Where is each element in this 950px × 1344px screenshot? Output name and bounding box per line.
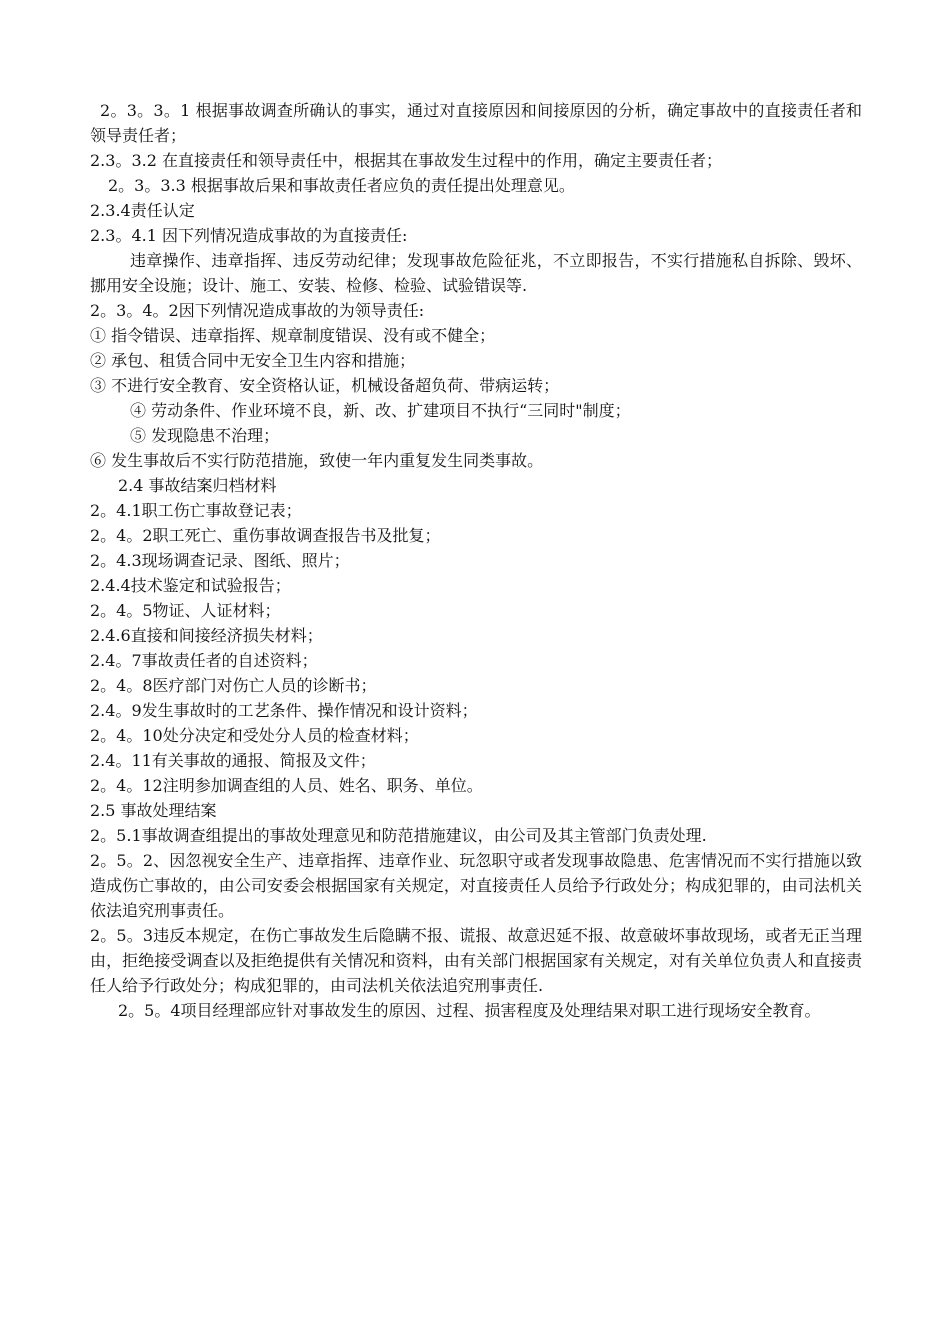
paragraph-2-4-1: 2。4.1职工伤亡事故登记表； — [90, 501, 302, 520]
paragraph-2-4-2: 2。4。2职工死亡、重伤事故调查报告书及批复； — [90, 526, 441, 545]
list-item-5: ⑤ 发现隐患不治理； — [130, 426, 280, 445]
paragraph-2-5-4: 2。5。4项目经理部应针对事故发生的原因、过程、损害程度及处理结果对职工进行现场安全教育。 — [118, 1001, 821, 1020]
paragraph-2-4-7: 2.4。7事故责任者的自述资料； — [90, 651, 318, 670]
paragraph-2-5-3: 2。5。3违反本规定，在伤亡事故发生后隐瞒不报、谎报、故意迟延不报、故意破坏事故现场，或者无正当理由，拒绝接受调查以及拒绝提供有关情况和资料，由有关部门根据国家有关规定，对有关单位负责人和直接责任人给予行政处分；构成犯罪的，由司法机关依法追究刑事责任. — [90, 926, 862, 995]
paragraph-2-3-4-1: 2.3。4.1 因下列情况造成事故的为直接责任: — [90, 226, 408, 245]
list-item-3: ③ 不进行安全教育、安全资格认证，机械设备超负荷、带病运转； — [90, 376, 560, 395]
section-heading-2-3-4: 2.3.4责任认定 — [90, 201, 195, 220]
paragraph-2-4-10: 2。4。10处分决定和受处分人员的检查材料； — [90, 726, 419, 745]
paragraph-2-3-4-2: 2。3。4。2因下列情况造成事故的为领导责任: — [90, 301, 425, 320]
paragraph-2-4-8: 2。4。8医疗部门对伤亡人员的诊断书； — [90, 676, 377, 695]
paragraph-direct-responsibility-list: 违章操作、违章指挥、违反劳动纪律；发现事故危险征兆，不立即报告，不实行措施私自拆除、毁坏、挪用安全设施；设计、施工、安装、检修、检验、试验错误等. — [90, 251, 862, 295]
paragraph-2-4-12: 2。4。12注明参加调查组的人员、姓名、职务、单位。 — [90, 776, 483, 795]
list-item-4: ④ 劳动条件、作业环境不良，新、改、扩建项目不执行“三同时"制度； — [130, 401, 631, 420]
paragraph-2-4-9: 2.4。9发生事故时的工艺条件、操作情况和设计资料； — [90, 701, 478, 720]
list-item-6: ⑥ 发生事故后不实行防范措施，致使一年内重复发生同类事故。 — [90, 451, 544, 470]
list-item-1: ① 指令错误、违章指挥、规章制度错误、没有或不健全； — [90, 326, 496, 345]
paragraph-2-4-11: 2.4。11有关事故的通报、简报及文件； — [90, 751, 376, 770]
paragraph-2-3-3-3: 2。3。3.3 根据事故后果和事故责任者应负的责任提出处理意见。 — [108, 176, 575, 195]
section-heading-2-5: 2.5 事故处理结案 — [90, 801, 217, 820]
paragraph-2-4-5: 2。4。5物证、人证材料； — [90, 601, 281, 620]
paragraph-2-4-4: 2.4.4技术鉴定和试验报告； — [90, 576, 291, 595]
paragraph-2-3-3-2: 2.3。3.2 在直接责任和领导责任中，根据其在事故发生过程中的作用，确定主要责任者； — [90, 151, 722, 170]
section-heading-2-4: 2.4 事故结案归档材料 — [118, 476, 277, 495]
paragraph-2-5-1: 2。5.1事故调查组提出的事故处理意见和防范措施建议，由公司及其主管部门负责处理. — [90, 826, 707, 845]
paragraph-2-4-6: 2.4.6直接和间接经济损失材料； — [90, 626, 323, 645]
paragraph-2-3-3-1: 2。3。3。1 根据事故调查所确认的事实，通过对直接原因和间接原因的分析，确定事故中的直接责任者和领导责任者； — [90, 101, 862, 145]
list-item-2: ② 承包、租赁合同中无安全卫生内容和措施； — [90, 351, 416, 370]
document-body — [90, 98, 862, 1023]
paragraph-2-4-3: 2。4.3现场调查记录、图纸、照片； — [90, 551, 350, 570]
paragraph-2-5-2: 2。5。2、因忽视安全生产、违章指挥、违章作业、玩忽职守或者发现事故隐患、危害情况而不实行措施以致造成伤亡事故的，由公司安委会根据国家有关规定，对直接责任人员给予行政处分；构成犯罪的，由司法机关依法追究刑事责任。 — [90, 851, 862, 920]
